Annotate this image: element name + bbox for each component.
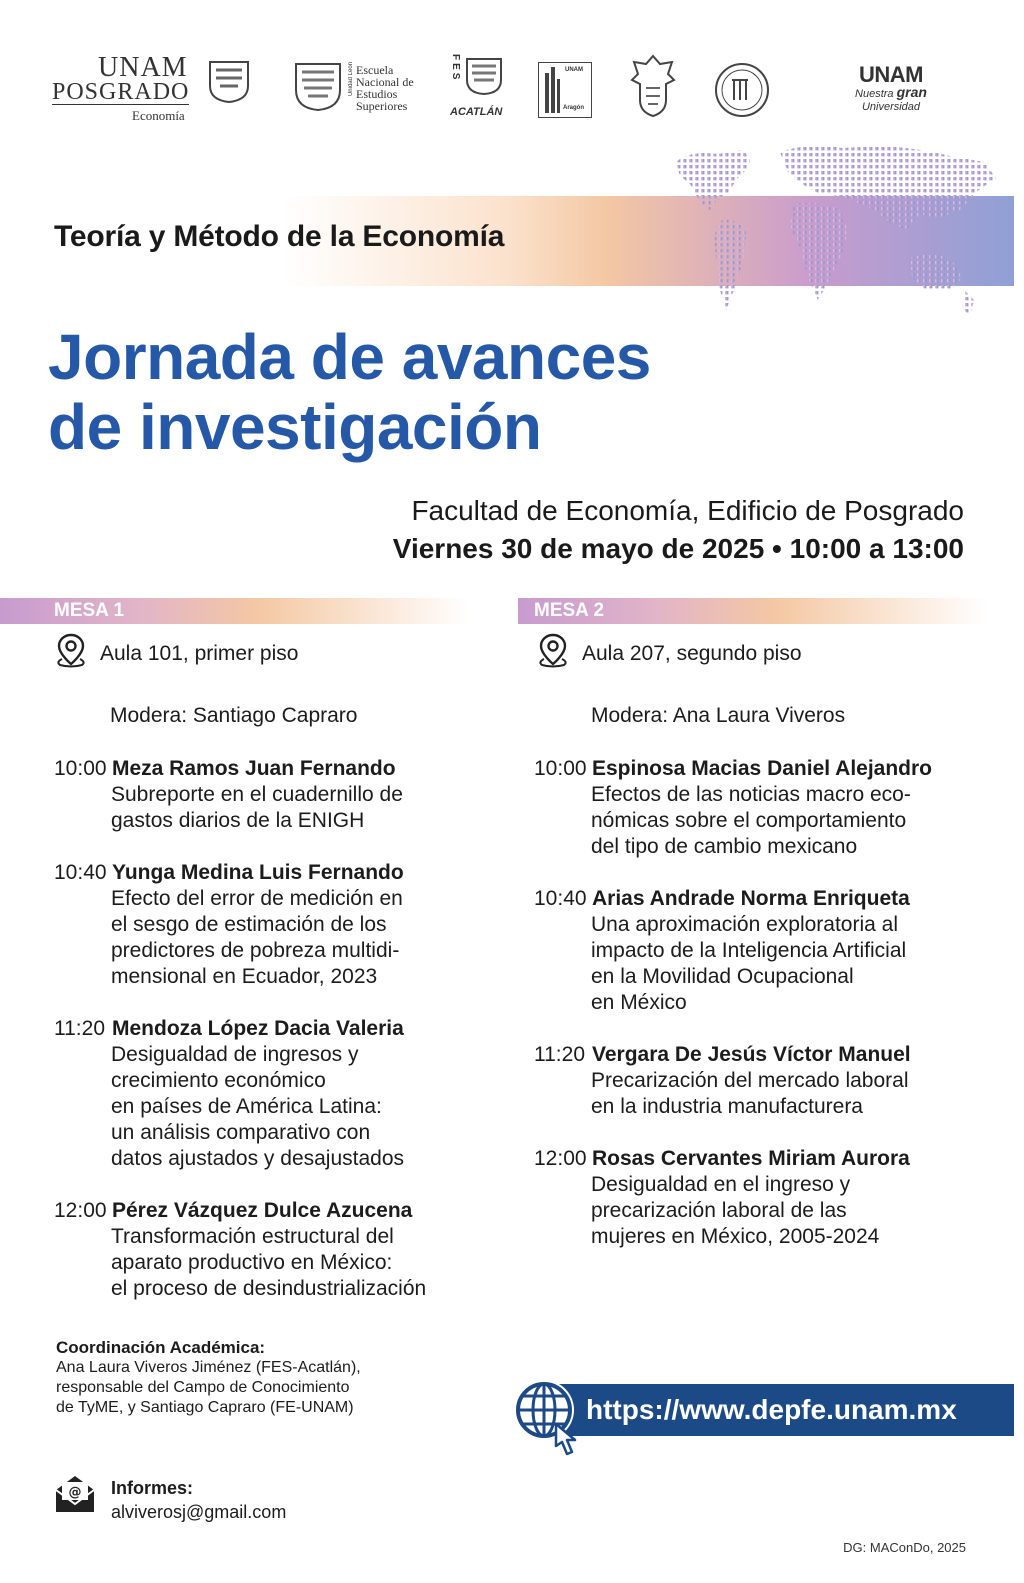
unam-tag-3: Universidad — [861, 101, 921, 113]
posgrado-logo-line3: Economía — [132, 108, 185, 123]
talk-speaker: Espinosa Macias Daniel Alejandro — [592, 757, 932, 780]
talk-time: 10:00 — [54, 757, 107, 780]
mesa-2-column — [518, 598, 988, 1248]
talk-item — [534, 886, 974, 1016]
title-line-2: de investigación — [48, 391, 542, 463]
talk-speaker: Vergara De Jesús Víctor Manuel — [592, 1043, 911, 1066]
talk-item — [534, 1042, 974, 1120]
talk-time: 11:20 — [534, 1043, 585, 1066]
enes-line-3: Estudios — [356, 87, 398, 101]
mesa-2-moderator: Modera: Ana Laura Viveros — [591, 704, 846, 727]
aragon-top-text: UNAM — [565, 67, 583, 73]
aragon-bottom-text: Aragón — [563, 105, 584, 111]
talk-item — [534, 756, 974, 860]
logo-row — [50, 50, 980, 130]
mesa-2-talks — [534, 756, 974, 1276]
unam-name: UNAM — [859, 62, 923, 87]
talk-speaker: Arias Andrade Norma Enriqueta — [592, 887, 910, 910]
location-pin-icon — [54, 632, 88, 668]
unam-posgrado-logo — [50, 52, 260, 122]
website-banner[interactable] — [540, 1384, 1014, 1436]
talk-item — [534, 1146, 974, 1250]
mesa-2-place-text: Aula 207, segundo piso — [582, 642, 802, 665]
website-url[interactable]: https://www.depfe.unam.mx — [586, 1394, 957, 1425]
talk-title: Desigualdad de ingresos y crecimiento económico en países de América Latina: un análisis comparativo con datos ajustados y desajustados — [111, 1043, 405, 1170]
mesa-2-label: MESA 2 — [534, 600, 605, 621]
location-pin-icon — [536, 632, 570, 668]
unam-tagline — [846, 86, 936, 101]
posgrado-logo-line1: UNAM — [98, 52, 188, 83]
unam-seal-icon — [206, 58, 252, 104]
enes-line-4: Superiores — [356, 99, 408, 113]
unam-tag-1: Nuestra — [855, 88, 894, 100]
talk-time: 12:00 — [54, 1199, 107, 1222]
enes-seal-icon — [292, 60, 344, 112]
world-map-dots — [670, 140, 1010, 358]
enes-line-2: Nacional de — [356, 75, 414, 89]
subtitle: Teoría y Método de la Economía — [54, 220, 505, 253]
email-envelope-icon — [54, 1474, 96, 1514]
enes-leon-logo — [292, 60, 432, 120]
informes-heading: Informes: — [111, 1478, 194, 1498]
mesa-1-place-text: Aula 101, primer piso — [100, 642, 299, 665]
faculty-shield-icon — [628, 54, 678, 118]
institute-circle-icon — [714, 62, 770, 118]
talk-title: Efecto del error de medición en el sesgo de estimación de los predictores de pobreza multidi- mensional en Ecuador, 2023 — [111, 887, 403, 988]
page-title — [48, 322, 651, 462]
posgrado-logo-line2: POSGRADO — [52, 79, 190, 105]
talk-time: 10:40 — [534, 887, 587, 910]
enes-text — [356, 64, 414, 112]
talk-item — [54, 1016, 494, 1172]
fes-aragon-logo — [538, 62, 592, 118]
mesa-1-talks — [54, 756, 494, 1328]
coordination-heading: Coordinación Académica: — [56, 1338, 266, 1357]
svg-text:@: @ — [68, 1485, 82, 1500]
talk-item — [54, 1198, 494, 1302]
talk-title: Desigualdad en el ingreso y precarización laboral de las mujeres en México, 2005-2024 — [591, 1173, 880, 1248]
acatlan-text: ACATLÁN — [450, 106, 503, 118]
talk-item — [54, 860, 494, 990]
aragon-building-icon — [543, 67, 561, 113]
globe-cursor-icon — [512, 1376, 588, 1460]
talk-speaker: Mendoza López Dacia Valeria — [112, 1017, 404, 1040]
talk-time: 10:00 — [534, 757, 587, 780]
enes-side-text: Unidad León — [348, 62, 354, 97]
talk-title: Precarización del mercado laboral en la industria manufacturera — [591, 1069, 909, 1118]
fes-text: FES — [450, 54, 461, 83]
event-date: Viernes 30 de mayo de 2025 • 10:00 a 13:00 — [392, 533, 964, 564]
unam-tag-2: gran — [896, 84, 927, 100]
fes-acatlan-logo — [450, 54, 506, 120]
venue-block — [393, 492, 964, 568]
fes-seal-icon — [464, 56, 504, 96]
talk-item — [54, 756, 494, 834]
talk-time: 10:40 — [54, 861, 107, 884]
talk-speaker: Rosas Cervantes Miriam Aurora — [592, 1147, 910, 1170]
talk-title: Subreporte en el cuadernillo de gastos diarios de la ENIGH — [111, 783, 403, 832]
venue-text: Facultad de Economía, Edificio de Posgrado — [411, 495, 964, 526]
mesa-1-column — [0, 598, 470, 1300]
talk-speaker: Meza Ramos Juan Fernando — [112, 757, 396, 780]
enes-line-1: Escuela — [356, 63, 394, 77]
design-credit: DG: MAConDo, 2025 — [843, 1540, 966, 1555]
informes-block — [111, 1476, 286, 1524]
talk-time: 12:00 — [534, 1147, 587, 1170]
talk-speaker: Pérez Vázquez Dulce Azucena — [112, 1199, 413, 1222]
coordination-text: Ana Laura Viveros Jiménez (FES-Acatlán), responsable del Campo de Conocimiento de TyME, y Santiago Capraro (FE-UNAM) — [56, 1359, 361, 1416]
talk-time: 11:20 — [54, 1017, 105, 1040]
mesa-1-label: MESA 1 — [54, 600, 125, 621]
talk-title: Transformación estructural del aparato productivo en México: el proceso de desindustrialización — [111, 1225, 427, 1300]
talk-title: Una aproximación exploratoria al impacto de la Inteligencia Artificial en la Movilidad Ocupacional en México — [591, 913, 907, 1014]
unam-brand-logo — [846, 64, 936, 120]
contact-email[interactable]: alviverosj@gmail.com — [111, 1502, 287, 1522]
coordination-block — [56, 1338, 476, 1418]
mesa-1-moderator: Modera: Santiago Capraro — [110, 704, 358, 727]
talk-title: Efectos de las noticias macro eco- nómicas sobre el comportamiento del tipo de cambio mexicano — [591, 783, 911, 858]
talk-speaker: Yunga Medina Luis Fernando — [112, 861, 404, 884]
title-line-1: Jornada de avances — [48, 321, 651, 393]
